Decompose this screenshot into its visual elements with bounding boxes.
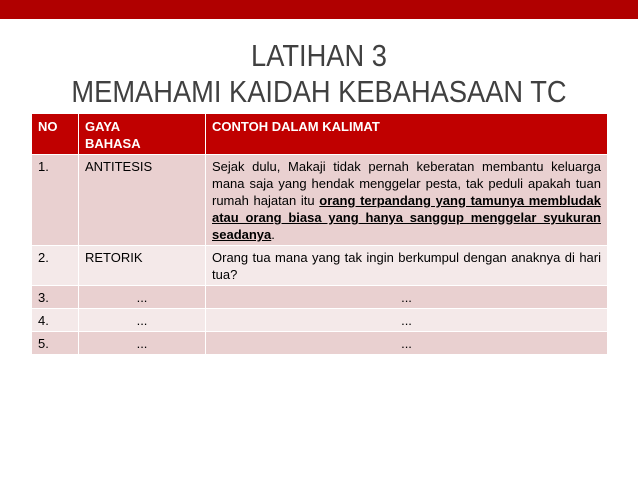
cell-no: 4. xyxy=(32,309,79,332)
cell-contoh: ... xyxy=(206,309,608,332)
title-line-2: MEMAHAMI KAIDAH KEBAHASAAN TC xyxy=(71,74,567,109)
cell-gaya: RETORIK xyxy=(79,246,206,286)
cell-no: 5. xyxy=(32,332,79,355)
table-row xyxy=(32,332,608,355)
table-row xyxy=(32,286,608,309)
header-gaya-bahasa xyxy=(79,114,206,155)
cell-contoh: Orang tua mana yang tak ingin berkumpul dengan anaknya di hari tua? xyxy=(206,246,608,286)
header-contoh: CONTOH DALAM KALIMAT xyxy=(206,114,608,155)
cell-no: 3. xyxy=(32,286,79,309)
cell-no: 1. xyxy=(32,155,79,246)
cell-gaya: ... xyxy=(79,286,206,309)
table-row xyxy=(32,309,608,332)
cell-contoh xyxy=(206,155,608,246)
top-accent-bar xyxy=(0,0,638,19)
table-row xyxy=(32,155,608,246)
header-gaya-line2: BAHASA xyxy=(85,136,141,151)
contoh-text: Sejak dulu, Makaji tidak pernah keberatan membantu keluarga mana saja yang hendak menggelar pesta, tak peduli apakah tuan rumah hajatan itu xyxy=(212,159,601,208)
cell-contoh: ... xyxy=(206,286,608,309)
title-line-1: LATIHAN 3 xyxy=(251,38,387,73)
cell-contoh: ... xyxy=(206,332,608,355)
cell-gaya: ... xyxy=(79,332,206,355)
gaya-bahasa-table xyxy=(31,113,608,355)
table-row xyxy=(32,246,608,286)
contoh-emphasis: orang terpandang yang tamunya membludak atau orang biasa yang hanya sanggup menggelar syukuran seadanya xyxy=(212,193,601,242)
slide-title xyxy=(38,38,599,110)
cell-gaya: ... xyxy=(79,309,206,332)
table-header-row xyxy=(32,114,608,155)
contoh-end: . xyxy=(271,227,275,242)
header-no: NO xyxy=(32,114,79,155)
cell-no: 2. xyxy=(32,246,79,286)
header-gaya-line1: GAYA xyxy=(85,119,121,134)
cell-gaya: ANTITESIS xyxy=(79,155,206,246)
